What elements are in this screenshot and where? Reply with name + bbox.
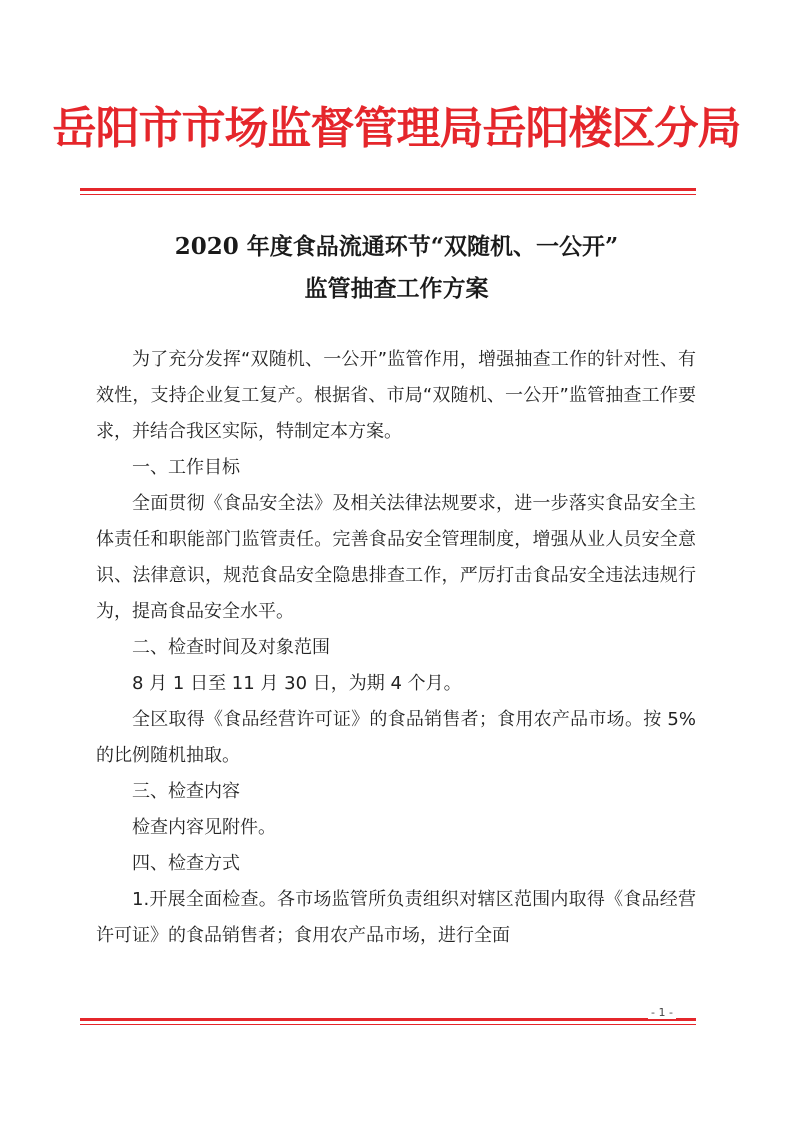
org-header-title: 岳阳市市场监督管理局岳阳楼区分局 bbox=[52, 103, 741, 154]
section1-paragraph: 全面贯彻《食品安全法》及相关法律法规要求，进一步落实食品安全主体责任和职能部门监管责任。完善食品安全管理制度，增强从业人员安全意识、法律意识，规范食品安全隐患排查工作，严厉打击食品安全违法违规行为，提高食品安全水平。 bbox=[96, 493, 696, 622]
footer-rule-thin bbox=[80, 1024, 696, 1025]
document-title-line2: 监管抽查工作方案 bbox=[304, 275, 489, 302]
section2-time-paragraph: 8 月 1 日至 11 月 30 日，为期 4 个月。 bbox=[132, 673, 462, 694]
document-title-line1: 2020 年度食品流通环节“双随机、一公开” bbox=[174, 233, 619, 260]
section1-heading: 一、工作目标 bbox=[132, 457, 240, 478]
section3-paragraph: 检查内容见附件。 bbox=[132, 817, 276, 838]
section4-heading: 四、检查方式 bbox=[132, 853, 240, 874]
document-title bbox=[0, 226, 793, 310]
header-rule-thin bbox=[80, 194, 696, 195]
footer-rule-thick bbox=[80, 1018, 696, 1021]
section2-heading: 二、检查时间及对象范围 bbox=[132, 637, 330, 658]
section4-item1-paragraph: 1.开展全面检查。各市场监管所负责组织对辖区范围内取得《食品经营许可证》的食品销售者；食用农产品市场，进行全面 bbox=[96, 889, 696, 946]
section2-scope-paragraph: 全区取得《食品经营许可证》的食品销售者；食用农产品市场。按 5%的比例随机抽取。 bbox=[96, 709, 696, 766]
section3-heading: 三、检查内容 bbox=[132, 781, 240, 802]
header-rule-thick bbox=[80, 188, 696, 191]
intro-paragraph: 为了充分发挥“双随机、一公开”监管作用，增强抽查工作的针对性、有效性，支持企业复工复产。根据省、市局“双随机、一公开”监管抽查工作要求，并结合我区实际，特制定本方案。 bbox=[96, 349, 696, 442]
page-number: - 1 - bbox=[648, 1006, 676, 1019]
document-body bbox=[96, 342, 696, 954]
